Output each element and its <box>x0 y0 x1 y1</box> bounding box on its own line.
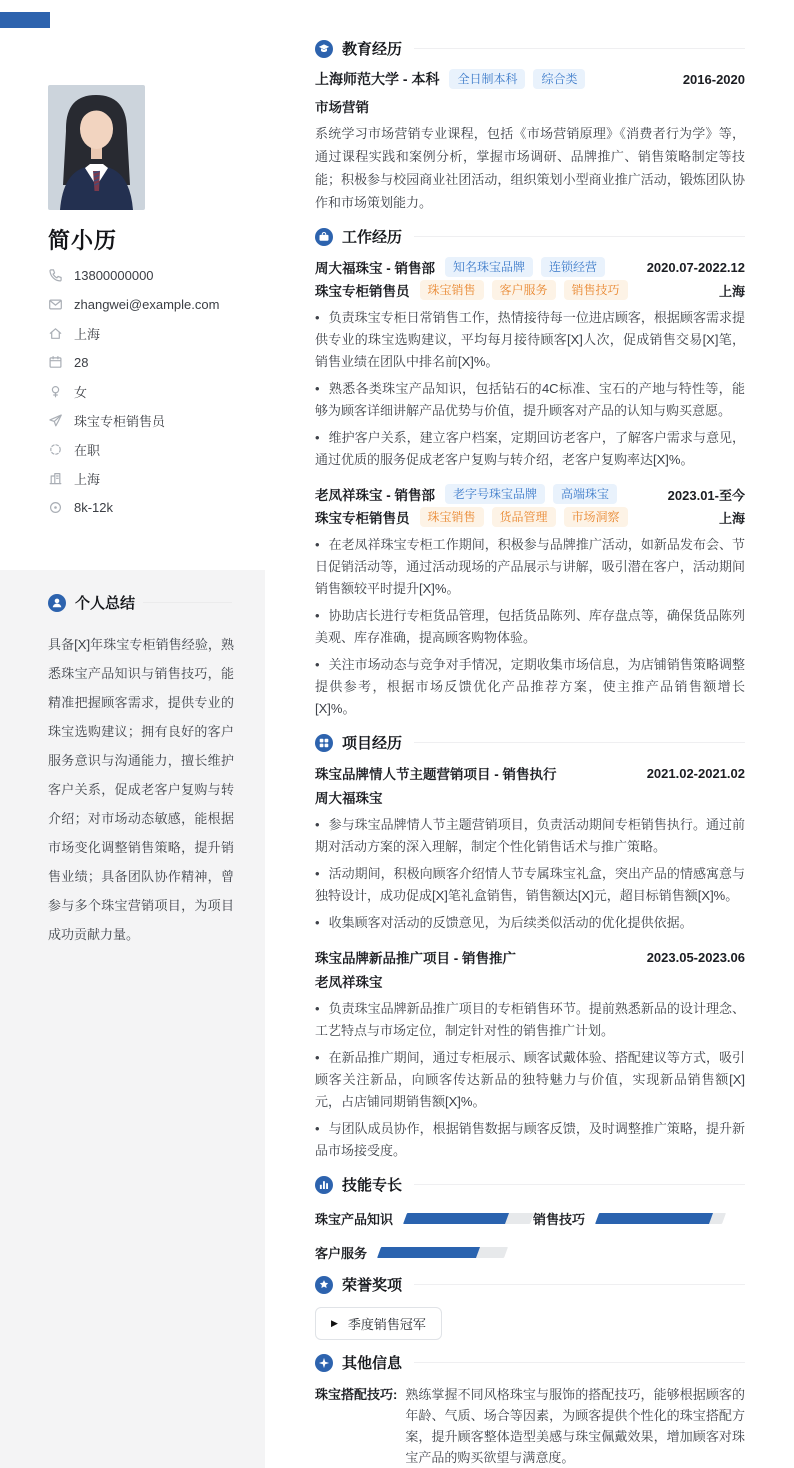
skill-name: 客户服务 <box>315 1246 368 1261</box>
education-section <box>315 38 745 214</box>
contact-value: 女 <box>74 384 88 400</box>
other-header <box>315 1352 745 1373</box>
project-name: 珠宝品牌情人节主题营销项目 - 销售执行 <box>315 767 557 782</box>
skill-name: 珠宝产品知识 <box>315 1212 394 1227</box>
bullet-item <box>315 1047 745 1113</box>
other-info-text: 熟练掌握不同风格珠宝与服饰的搭配技巧，能够根据顾客的年龄、气质、场合等因素，为顾客提供个性化的珠宝搭配方案，提升顾客整体造型美感与珠宝佩戴效果，增加顾客对珠宝产品的购买欲望与满意度。 <box>405 1387 745 1465</box>
bullet-dot: • <box>315 1121 320 1136</box>
role-name: 珠宝专柜销售员 <box>315 511 410 526</box>
phone-icon <box>48 268 63 283</box>
contact-value: 在职 <box>74 442 101 458</box>
projects-section <box>315 732 745 1162</box>
bullet-item <box>315 605 745 649</box>
summary-header <box>48 592 232 613</box>
contact-value: zhangwei@example.com <box>74 296 220 312</box>
job-location: 上海 <box>718 510 745 526</box>
bullet-dot: • <box>315 1050 320 1065</box>
school-name: 上海师范大学 - 本科 <box>315 71 440 87</box>
contact-value: 13800000000 <box>74 267 154 283</box>
section-divider <box>414 1184 745 1185</box>
star-icon <box>315 1354 333 1372</box>
section-title: 荣誉奖项 <box>342 1277 403 1294</box>
contact-value: 上海 <box>74 471 101 487</box>
other-section <box>315 1352 745 1468</box>
tag: 珠宝销售 <box>420 507 484 527</box>
bullet-dot: • <box>315 817 320 832</box>
skill-name: 销售技巧 <box>533 1212 586 1227</box>
graduation-cap-icon <box>315 40 333 58</box>
summary-section <box>0 570 265 1468</box>
project-period: 2023.05-2023.06 <box>646 949 745 965</box>
project-title-row <box>315 763 745 783</box>
bullet-dot: • <box>315 310 320 325</box>
job-role-row <box>315 507 745 527</box>
city-icon <box>48 471 63 486</box>
main-column <box>315 0 745 1468</box>
bullet-dot: • <box>315 430 320 445</box>
medal-icon <box>315 1276 333 1294</box>
company-tags <box>445 257 605 277</box>
tag: 综合类 <box>533 69 585 89</box>
tag: 货品管理 <box>492 507 556 527</box>
education-period: 2016-2020 <box>682 71 745 87</box>
skill-bar-fill <box>403 1213 509 1224</box>
play-icon: ▶ <box>331 1318 338 1328</box>
honors-header <box>315 1274 745 1295</box>
bullet-text: 熟悉各类珠宝产品知识，包括钻石的4C标准、宝石的产地与特性等，能够为顾客详细讲解产品优势与价值，提升顾客对产品的认知与购买意愿。 <box>315 381 745 418</box>
contact-item <box>48 470 248 486</box>
contact-item <box>48 499 248 515</box>
job-location: 上海 <box>718 283 745 299</box>
contact-value: 28 <box>74 354 89 370</box>
section-divider <box>414 742 745 743</box>
honor-label: 季度销售冠军 <box>347 1317 426 1332</box>
person-icon <box>48 594 66 612</box>
contact-value: 8k-12k <box>74 499 114 515</box>
tag: 知名珠宝品牌 <box>445 257 533 277</box>
job-entry <box>315 257 745 471</box>
status-icon <box>48 442 63 457</box>
position-icon <box>48 413 63 428</box>
job-company-row <box>315 484 745 504</box>
skill-item <box>315 1209 533 1228</box>
job-company-row <box>315 257 745 277</box>
education-header <box>315 38 745 59</box>
skill-bar-track <box>377 1247 508 1258</box>
job-role-row <box>315 280 745 300</box>
bullet-text: 关注市场动态与竞争对手情况，定期收集市场信息，为店铺销售策略调整提供参考，根据市场反馈优化产品推荐方案，使主推产品销售额增长[X]%。 <box>315 657 745 716</box>
job-period: 2020.07-2022.12 <box>646 259 745 275</box>
age-icon <box>48 355 63 370</box>
briefcase-icon <box>315 228 333 246</box>
brand-accent-bar <box>0 12 50 28</box>
bullet-item <box>315 378 745 422</box>
bullet-item <box>315 654 745 720</box>
other-info-label: 珠宝搭配技巧: <box>315 1387 398 1402</box>
contact-item <box>48 267 248 283</box>
bullet-dot: • <box>315 866 320 881</box>
contact-item <box>48 325 248 341</box>
tag: 客户服务 <box>492 280 556 300</box>
skill-bar-fill <box>595 1213 713 1224</box>
section-title: 工作经历 <box>342 229 403 246</box>
section-divider <box>414 236 745 237</box>
bullet-item <box>315 1118 745 1162</box>
bullet-dot: • <box>315 381 320 396</box>
section-divider <box>414 48 745 49</box>
role-tags <box>420 507 628 527</box>
other-info-row <box>315 1384 745 1468</box>
project-org: 老凤祥珠宝 <box>315 975 383 990</box>
bullet-item <box>315 912 745 934</box>
bullet-item <box>315 427 745 471</box>
email-icon <box>48 297 63 312</box>
company-name: 老凤祥珠宝 - 销售部 <box>315 488 435 503</box>
summary-title: 个人总结 <box>75 595 136 612</box>
bullet-item <box>315 814 745 858</box>
education-description: 系统学习市场营销专业课程，包括《市场营销原理》《消费者行为学》等，通过课程实践和案例分析，掌握市场调研、品牌推广、销售策略制定等技能；积极参与校园商业社团活动，组织策划小型商业推广活动，锻炼团队协作和市场策划能力。 <box>315 126 745 210</box>
bullet-text: 活动期间，积极向顾客介绍情人节专属珠宝礼盒，突出产品的情感寓意与独特设计，成功促成[X]笔礼盒销售，销售额达[X]元，超目标销售额[X]%。 <box>315 866 745 903</box>
skills-header <box>315 1174 745 1195</box>
tag: 珠宝销售 <box>420 280 484 300</box>
education-row <box>315 69 745 89</box>
company-tags <box>445 484 617 504</box>
work-section <box>315 226 745 720</box>
bullet-text: 维护客户关系，建立客户档案，定期回访老客户，了解客户需求与意见，通过优质的服务促成老客户复购与转介绍，老客户复购率达[X]%。 <box>315 430 745 467</box>
skill-bar-track <box>595 1213 726 1224</box>
project-entry <box>315 947 745 1162</box>
skill-item <box>315 1243 533 1262</box>
profile-photo <box>48 85 145 210</box>
section-title: 项目经历 <box>342 735 403 752</box>
major-name: 市场营销 <box>315 100 369 115</box>
bullet-text: 负责珠宝品牌新品推广项目的专柜销售环节。提前熟悉新品的设计理念、工艺特点与市场定位，制定针对性的销售推广计划。 <box>315 1001 745 1038</box>
grid-icon <box>315 734 333 752</box>
tag: 连锁经营 <box>541 257 605 277</box>
tag: 高端珠宝 <box>553 484 617 504</box>
honors-section <box>315 1274 745 1340</box>
work-header <box>315 226 745 247</box>
project-name: 珠宝品牌新品推广项目 - 销售推广 <box>315 951 516 966</box>
contact-value: 上海 <box>74 326 101 342</box>
role-tags <box>420 280 628 300</box>
project-entry <box>315 763 745 934</box>
section-title: 教育经历 <box>342 41 403 58</box>
bullet-dot: • <box>315 657 320 672</box>
section-divider <box>414 1284 745 1285</box>
summary-text: 具备[X]年珠宝专柜销售经验，熟悉珠宝产品知识与销售技巧，能精准把握顾客需求，提供专业的珠宝选购建议；拥有良好的客户服务意识与沟通能力，擅长维护客户关系，促成老客户复购与转介绍；对市场动态敏感，能根据市场变化调整销售策略，提升销售业绩；具备团队协作精神，曾参与多个珠宝营销项目，为项目成功贡献力量。 <box>48 637 234 942</box>
bullet-item <box>315 863 745 907</box>
bullet-text: 在新品推广期间，通过专柜展示、顾客试戴体验、搭配建议等方式，吸引顾客关注新品，向顾客传达新品的独特魅力与价值，实现新品销售额[X]元，占店铺同期销售额[X]%。 <box>315 1050 745 1109</box>
project-items <box>315 763 745 1162</box>
candidate-name: 简小历 <box>48 228 118 253</box>
skill-bar-track <box>403 1213 534 1224</box>
profile-photo-image <box>48 85 145 210</box>
skills-section <box>315 1174 745 1262</box>
section-divider <box>414 1362 745 1363</box>
section-divider <box>143 602 232 603</box>
bar-chart-icon <box>315 1176 333 1194</box>
bullet-text: 参与珠宝品牌情人节主题营销项目，负责活动期间专柜销售执行。通过前期对活动方案的深入理解，制定个性化销售话术与推广策略。 <box>315 817 745 854</box>
honor-item[interactable] <box>315 1307 442 1340</box>
home-icon <box>48 326 63 341</box>
projects-header <box>315 732 745 753</box>
bullet-dot: • <box>315 608 320 623</box>
bullet-dot: • <box>315 537 320 552</box>
salary-icon <box>48 500 63 515</box>
skill-item <box>533 1209 745 1228</box>
bullet-item <box>315 534 745 600</box>
skill-bar-fill <box>377 1247 480 1258</box>
project-period: 2021.02-2021.02 <box>646 765 745 781</box>
contact-item <box>48 296 248 312</box>
bullet-item <box>315 307 745 373</box>
skills-grid <box>315 1209 745 1262</box>
bullet-text: 负责珠宝专柜日常销售工作，热情接待每一位进店顾客，根据顾客需求提供专业的珠宝选购建议，平均每月接待顾客[X]人次，促成销售交易[X]笔，销售业绩在团队中排名前[X]%。 <box>315 310 745 369</box>
gender-icon <box>48 384 63 399</box>
project-org: 周大福珠宝 <box>315 791 383 806</box>
bullet-text: 在老凤祥珠宝专柜工作期间，积极参与品牌推广活动，如新品发布会、节日促销活动等，通过活动现场的产品展示与讲解，吸引潜在客户，活动期间销售额较平时提升[X]%。 <box>315 537 745 596</box>
bullet-dot: • <box>315 915 320 930</box>
contact-list <box>48 267 248 528</box>
contact-item <box>48 441 248 457</box>
work-jobs <box>315 257 745 720</box>
job-entry <box>315 484 745 720</box>
role-name: 珠宝专柜销售员 <box>315 284 410 299</box>
company-name: 周大福珠宝 - 销售部 <box>315 261 435 276</box>
tag: 销售技巧 <box>564 280 628 300</box>
bullet-text: 协助店长进行专柜货品管理，包括货品陈列、库存盘点等，确保货品陈列美观、库存准确，提高顾客购物体验。 <box>315 608 745 645</box>
education-tags <box>449 69 585 89</box>
bullet-text: 与团队成员协作，根据销售数据与顾客反馈，及时调整推广策略，提升新品市场接受度。 <box>315 1121 745 1158</box>
tag: 全日制本科 <box>449 69 525 89</box>
contact-item <box>48 412 248 428</box>
section-title: 其他信息 <box>342 1355 403 1372</box>
contact-value: 珠宝专柜销售员 <box>74 413 166 429</box>
contact-item <box>48 354 248 370</box>
honor-list <box>315 1307 745 1340</box>
tag: 市场洞察 <box>564 507 628 527</box>
section-title: 技能专长 <box>342 1177 403 1194</box>
tag: 老字号珠宝品牌 <box>445 484 545 504</box>
bullet-item <box>315 998 745 1042</box>
bullet-dot: • <box>315 1001 320 1016</box>
project-title-row <box>315 947 745 967</box>
contact-item <box>48 383 248 399</box>
bullet-text: 收集顾客对活动的反馈意见，为后续类似活动的优化提供依据。 <box>328 915 693 930</box>
job-period: 2023.01-至今 <box>667 487 745 503</box>
